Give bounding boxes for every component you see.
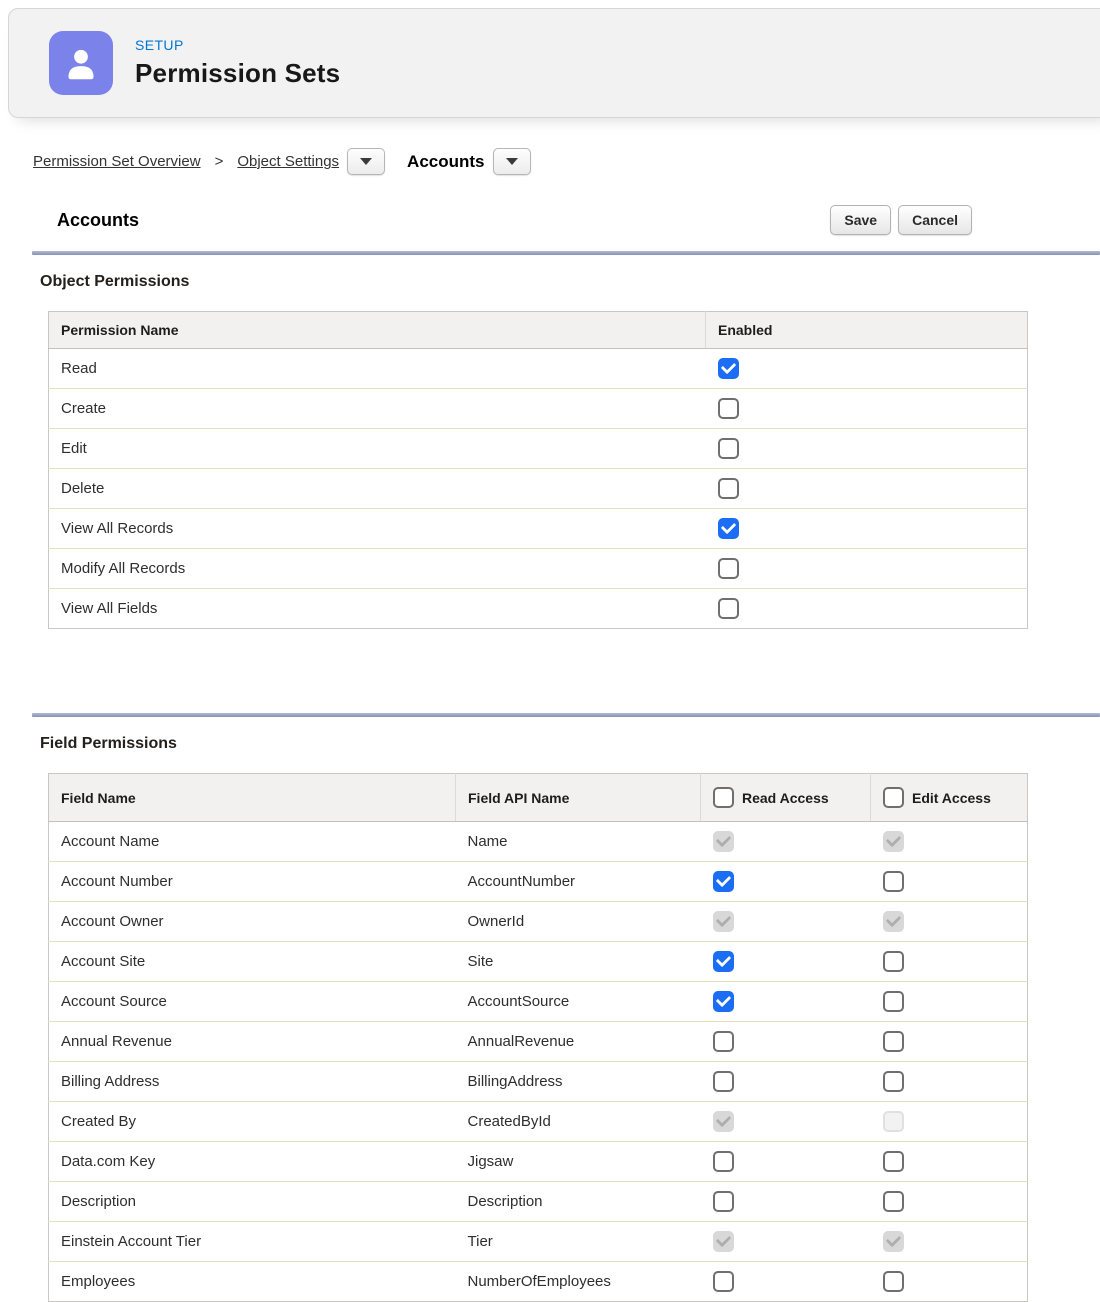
table-row [49, 1102, 1028, 1142]
enabled-checkbox[interactable] [718, 398, 739, 419]
field-name-cell: Account Source [49, 982, 456, 1022]
edit-access-checkbox [883, 1231, 904, 1252]
page-title: Permission Sets [135, 58, 341, 88]
field-api-name-cell: AnnualRevenue [456, 1022, 701, 1062]
permission-name-cell: Read [49, 349, 706, 389]
edit-access-cell [871, 1262, 1028, 1302]
read-access-cell [701, 822, 871, 862]
read-access-cell [701, 902, 871, 942]
enabled-checkbox[interactable] [718, 598, 739, 619]
enabled-cell [706, 589, 1028, 629]
edit-access-checkbox[interactable] [883, 1071, 904, 1092]
table-row [49, 1062, 1028, 1102]
field-permissions-heading: Field Permissions [40, 735, 177, 752]
table-row [49, 1142, 1028, 1182]
object-settings-dropdown-button[interactable] [347, 148, 385, 175]
edit-access-cell [871, 982, 1028, 1022]
field-api-name-cell: Jigsaw [456, 1142, 701, 1182]
permission-name-cell: Create [49, 389, 706, 429]
field-api-name-cell: CreatedById [456, 1102, 701, 1142]
field-name-cell: Account Number [49, 862, 456, 902]
entity-title-row [57, 205, 972, 235]
permission-sets-user-icon [49, 31, 113, 95]
table-row [49, 982, 1028, 1022]
object-permissions-table [48, 311, 1028, 629]
field-name-cell: Account Site [49, 942, 456, 982]
column-header-field-name: Field Name [49, 774, 456, 822]
setup-eyebrow: SETUP [135, 37, 184, 53]
column-header-permission-name: Permission Name [49, 312, 706, 349]
edit-access-checkbox[interactable] [883, 1191, 904, 1212]
table-row [49, 1182, 1028, 1222]
edit-access-checkbox [883, 1111, 904, 1132]
read-access-cell [701, 982, 871, 1022]
edit-access-checkbox [883, 831, 904, 852]
permission-name-cell: View All Fields [61, 600, 158, 617]
edit-access-cell [871, 822, 1028, 862]
enabled-checkbox[interactable] [718, 518, 739, 539]
table-row [49, 429, 1028, 469]
column-header-read-access [701, 774, 871, 822]
edit-access-checkbox [883, 911, 904, 932]
table-row [49, 389, 1028, 429]
read-access-checkbox[interactable] [713, 1071, 734, 1092]
field-api-name-cell: AccountSource [456, 982, 701, 1022]
edit-access-checkbox[interactable] [883, 1271, 904, 1292]
edit-access-cell [871, 1222, 1028, 1262]
column-header-edit-access [871, 774, 1028, 822]
table-row [49, 902, 1028, 942]
field-api-name-cell: OwnerId [456, 902, 701, 942]
edit-access-cell [871, 942, 1028, 982]
edit-access-cell [871, 1182, 1028, 1222]
read-access-checkbox[interactable] [713, 1271, 734, 1292]
field-api-name-cell: NumberOfEmployees [467, 1273, 611, 1290]
enabled-checkbox[interactable] [718, 438, 739, 459]
read-access-checkbox[interactable] [713, 1191, 734, 1212]
enabled-cell [706, 509, 1028, 549]
breadcrumb-separator: > [214, 153, 224, 170]
read-access-checkbox [713, 831, 734, 852]
edit-access-cell [871, 1062, 1028, 1102]
field-api-name-cell: Tier [456, 1222, 701, 1262]
field-name-cell: Account Name [49, 822, 456, 862]
read-access-checkbox [713, 1111, 734, 1132]
edit-access-cell [871, 1022, 1028, 1062]
column-header-field-api-name: Field API Name [456, 774, 701, 822]
enabled-checkbox[interactable] [718, 478, 739, 499]
field-permissions-table [48, 773, 1028, 1302]
field-api-name-cell: AccountNumber [456, 862, 701, 902]
read-access-cell [701, 1222, 871, 1262]
permission-name-cell: Delete [49, 469, 706, 509]
enabled-cell [706, 429, 1028, 469]
read-access-cell [701, 862, 871, 902]
column-header-enabled: Enabled [706, 312, 1028, 349]
read-access-checkbox[interactable] [713, 951, 734, 972]
permission-name-cell: Modify All Records [49, 549, 706, 589]
edit-access-checkbox[interactable] [883, 1151, 904, 1172]
edit-access-checkbox[interactable] [883, 991, 904, 1012]
read-access-cell [701, 942, 871, 982]
table-header-row [49, 774, 1028, 822]
breadcrumb-entity: Accounts [407, 151, 485, 171]
table-row [49, 1022, 1028, 1062]
enabled-checkbox[interactable] [718, 558, 739, 579]
field-api-name-cell: Description [456, 1182, 701, 1222]
setup-header [8, 8, 1100, 118]
read-access-cell [701, 1062, 871, 1102]
table-row [49, 862, 1028, 902]
edit-access-checkbox[interactable] [883, 1031, 904, 1052]
object-permissions-heading: Object Permissions [40, 273, 190, 290]
read-access-checkbox[interactable] [713, 1151, 734, 1172]
chevron-down-icon [360, 158, 372, 165]
read-access-checkbox [713, 911, 734, 932]
field-name-cell: Created By [49, 1102, 456, 1142]
read-access-cell [701, 1182, 871, 1222]
read-access-checkbox [713, 1231, 734, 1252]
edit-access-cell [871, 902, 1028, 942]
field-permissions-tbody [49, 822, 1028, 1302]
breadcrumb-object-settings[interactable]: Object Settings [237, 153, 340, 170]
field-name-cell: Description [49, 1182, 456, 1222]
section-divider [32, 251, 1100, 255]
entity-dropdown-button[interactable] [493, 148, 531, 175]
edit-access-cell [871, 1142, 1028, 1182]
field-name-cell: Billing Address [49, 1062, 456, 1102]
read-access-checkbox[interactable] [713, 1031, 734, 1052]
table-row [49, 549, 1028, 589]
field-name-cell: Data.com Key [49, 1142, 456, 1182]
table-row [49, 942, 1028, 982]
table-row [49, 469, 1028, 509]
table-header-row [49, 312, 1028, 349]
read-access-checkbox[interactable] [713, 991, 734, 1012]
table-row [49, 1262, 1028, 1302]
entity-title: Accounts [57, 209, 140, 230]
section-divider [32, 713, 1100, 717]
table-row [49, 509, 1028, 549]
field-name-cell: Einstein Account Tier [49, 1222, 456, 1262]
enabled-checkbox[interactable] [718, 358, 739, 379]
user-icon [61, 43, 101, 83]
edit-access-checkbox[interactable] [883, 871, 904, 892]
field-api-name-cell: Name [456, 822, 701, 862]
select-all-edit-checkbox[interactable] [883, 787, 904, 808]
save-button[interactable]: Save [830, 205, 891, 235]
chevron-down-icon [506, 158, 518, 165]
enabled-cell [706, 469, 1028, 509]
read-access-cell [701, 1022, 871, 1062]
edit-access-label: Edit Access [912, 789, 991, 806]
edit-access-cell [871, 1102, 1028, 1142]
table-row [49, 822, 1028, 862]
enabled-cell [706, 549, 1028, 589]
table-row [49, 589, 1028, 629]
field-api-name-cell: Site [456, 942, 701, 982]
read-access-cell [701, 1142, 871, 1182]
read-access-checkbox[interactable] [713, 871, 734, 892]
cancel-button[interactable]: Cancel [898, 205, 972, 235]
select-all-read-checkbox[interactable] [713, 787, 734, 808]
edit-access-cell [871, 862, 1028, 902]
edit-access-checkbox[interactable] [883, 951, 904, 972]
object-permissions-tbody [49, 349, 1028, 629]
field-api-name-cell: BillingAddress [456, 1062, 701, 1102]
breadcrumb-permission-set-overview[interactable]: Permission Set Overview [33, 153, 201, 170]
enabled-cell [706, 389, 1028, 429]
breadcrumb [33, 148, 1100, 175]
enabled-cell [706, 349, 1028, 389]
read-access-cell [701, 1262, 871, 1302]
table-row [49, 349, 1028, 389]
field-name-cell: Account Owner [49, 902, 456, 942]
read-access-label: Read Access [742, 789, 829, 806]
table-row [49, 1222, 1028, 1262]
field-name-cell: Annual Revenue [49, 1022, 456, 1062]
field-name-cell: Employees [61, 1273, 136, 1290]
permission-name-cell: View All Records [49, 509, 706, 549]
permission-name-cell: Edit [49, 429, 706, 469]
read-access-cell [701, 1102, 871, 1142]
